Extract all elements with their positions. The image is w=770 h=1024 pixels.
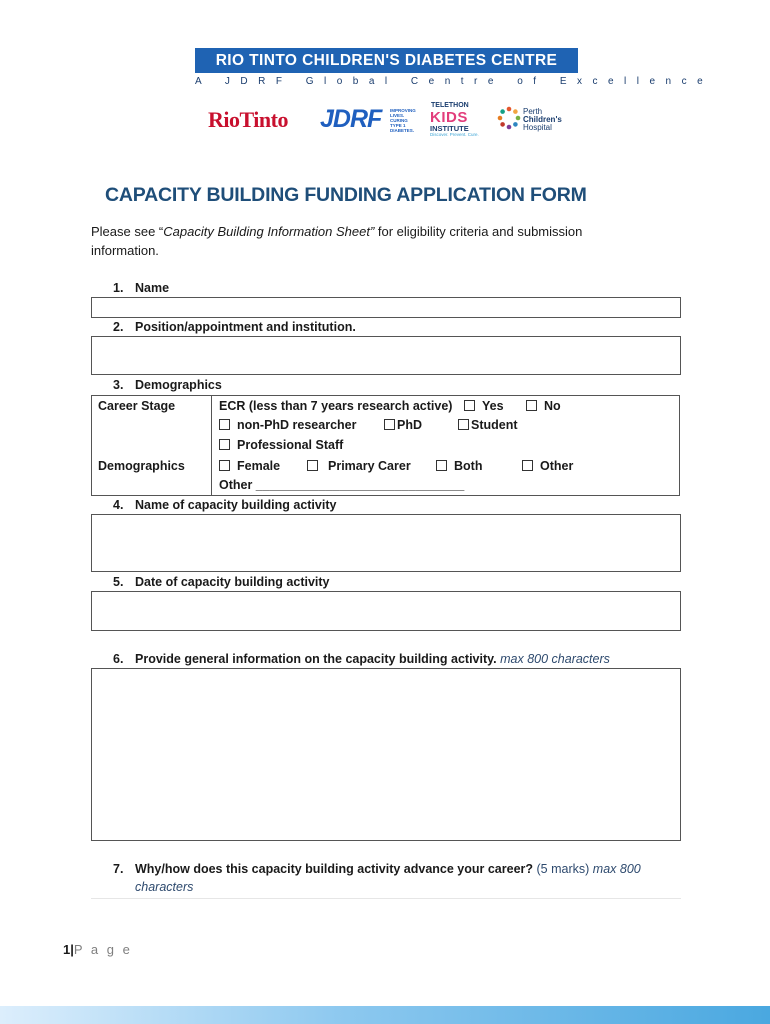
q3-label	[113, 378, 222, 392]
telethon-logo-tagline: Discover. Prevent. Cure.	[430, 132, 479, 137]
name-field[interactable]	[91, 297, 681, 318]
telethon-logo-kids: KIDS	[430, 109, 468, 126]
female-checkbox[interactable]	[219, 460, 230, 471]
demographics-row-label: Demographics	[98, 459, 185, 473]
q6-number: 6.	[113, 652, 124, 666]
non-phd-checkbox[interactable]	[219, 419, 230, 430]
other-specify-field[interactable]: Other ______________________________	[219, 478, 465, 492]
q6-hint: max 800 characters	[500, 652, 610, 666]
both-checkbox[interactable]	[436, 460, 447, 471]
page-footer	[63, 942, 132, 957]
q3-text: Demographics	[135, 378, 222, 392]
page-divider	[91, 898, 681, 899]
position-field[interactable]	[91, 336, 681, 375]
centre-tagline: A JDRF Global Centre of Excellence	[195, 76, 714, 87]
ecr-no-option[interactable]	[526, 399, 561, 413]
student-option[interactable]	[458, 418, 518, 432]
q7-number: 7.	[113, 862, 124, 876]
q2-number: 2.	[113, 320, 124, 334]
q4-label	[113, 498, 336, 512]
ecr-no-label: No	[544, 399, 561, 413]
riotinto-logo: RioTinto	[208, 107, 288, 132]
female-option[interactable]	[219, 459, 280, 473]
professional-staff-option[interactable]	[219, 438, 343, 452]
other-option[interactable]	[522, 459, 573, 473]
perth-childrens-hospital-logo	[523, 108, 562, 132]
form-intro	[91, 222, 651, 260]
jdrf-logo: JDRF	[320, 105, 382, 133]
q3-number: 3.	[113, 378, 124, 392]
professional-staff-checkbox[interactable]	[219, 439, 230, 450]
primary-carer-label: Primary Carer	[328, 459, 411, 473]
intro-pre: Please see “	[91, 224, 164, 239]
activity-date-field[interactable]	[91, 591, 681, 631]
q6-label	[113, 652, 610, 666]
q4-text: Name of capacity building activity	[135, 498, 337, 512]
jdrf-logo-subtext: IMPROVING LIVES. CURING TYPE 1 DIABETES.	[390, 108, 416, 133]
activity-info-field[interactable]	[91, 668, 681, 841]
demographics-table	[91, 395, 680, 496]
perth-childrens-hospital-icon	[497, 106, 521, 130]
page-separator: |	[70, 942, 74, 957]
primary-carer-checkbox[interactable]	[307, 460, 318, 471]
q7-text: Why/how does this capacity building activity advance your career?	[135, 862, 534, 876]
telethon-logo-top: TELETHON	[431, 102, 469, 109]
pch-childrens: Children's	[523, 115, 562, 124]
student-checkbox[interactable]	[458, 419, 469, 430]
activity-name-field[interactable]	[91, 514, 681, 572]
q2-text: Position/appointment and institution.	[135, 320, 356, 334]
phd-label: PhD	[397, 418, 422, 432]
q4-number: 4.	[113, 498, 124, 512]
professional-staff-label: Professional Staff	[237, 438, 344, 452]
q7-label	[113, 862, 641, 876]
other-checkbox[interactable]	[522, 460, 533, 471]
non-phd-label: non-PhD researcher	[237, 418, 357, 432]
telethon-logo-institute: INSTITUTE	[430, 124, 469, 133]
q1-label	[113, 281, 169, 295]
phd-option[interactable]	[384, 418, 422, 432]
ecr-no-checkbox[interactable]	[526, 400, 537, 411]
centre-banner: RIO TINTO CHILDREN'S DIABETES CENTRE	[195, 48, 578, 73]
page-number: 1	[63, 942, 71, 957]
pch-perth: Perth	[523, 107, 543, 116]
q6-text: Provide general information on the capacity building activity.	[135, 652, 497, 666]
phd-checkbox[interactable]	[384, 419, 395, 430]
q5-number: 5.	[113, 575, 124, 589]
q2-label	[113, 320, 356, 334]
ecr-yes-label: Yes	[482, 399, 504, 413]
intro-sheet-name: Capacity Building Information Sheet”	[163, 224, 375, 239]
q7-hint-cont: characters	[135, 880, 194, 894]
other-label: Other	[540, 459, 574, 473]
non-phd-option[interactable]	[219, 418, 356, 432]
career-stage-label: Career Stage	[98, 399, 176, 413]
student-label: Student	[471, 418, 518, 432]
ecr-yes-checkbox[interactable]	[464, 400, 475, 411]
ecr-label: ECR (less than 7 years research active)	[219, 399, 453, 413]
q5-label	[113, 575, 330, 589]
pch-hospital: Hospital	[523, 123, 552, 132]
form-title: CAPACITY BUILDING FUNDING APPLICATION FORM	[105, 184, 587, 206]
primary-carer-option[interactable]	[307, 459, 411, 473]
q7-label-cont	[135, 880, 193, 894]
page-word: P a g e	[73, 942, 133, 957]
q1-number: 1.	[113, 281, 124, 295]
q1-text: Name	[135, 281, 170, 295]
q7-marks: (5 marks)	[536, 862, 590, 876]
q7-hint: max 800	[592, 862, 641, 876]
footer-bar	[0, 1006, 770, 1024]
ecr-yes-option[interactable]	[464, 399, 504, 413]
intro-post: for eligibility criteria and submission information.	[91, 224, 583, 258]
both-option[interactable]	[436, 459, 482, 473]
female-label: Female	[237, 459, 281, 473]
q5-text: Date of capacity building activity	[135, 575, 330, 589]
both-label: Both	[454, 459, 483, 473]
